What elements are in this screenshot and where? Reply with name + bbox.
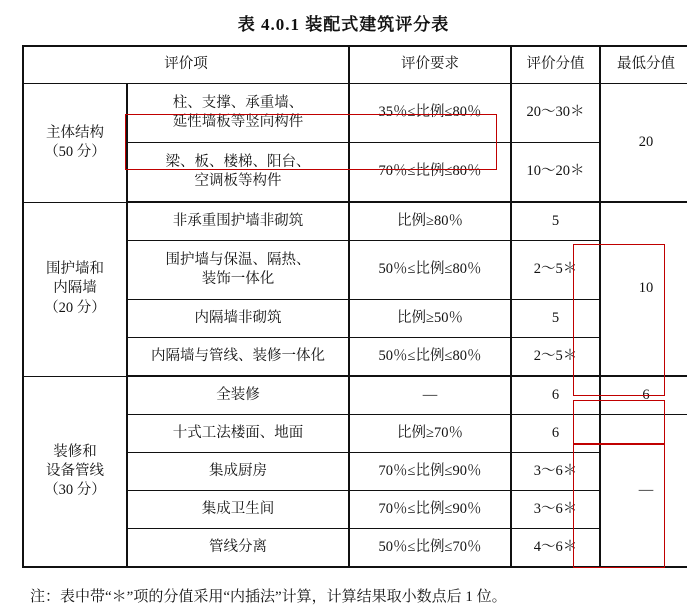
header-cell-item: 评价项 [23,46,349,84]
score-dry-floor: 6 [511,415,600,453]
item-pipe-separation: 管线分离 [127,529,349,568]
item-label-line2: 延性墙板等竖向构件 [172,114,304,130]
item-horizontal-members [127,143,349,203]
item-envelope-integration [127,241,349,300]
min-score-full-decoration: 6 [600,376,687,415]
min-score-decoration-mep-rest: — [600,415,687,568]
header-cell-requirement: 评价要求 [349,46,511,84]
requirement-integrated-bathroom: 70％≤比例≤90％ [349,491,511,529]
category-main-structure [23,84,127,203]
min-score-envelope-partition: 10 [600,202,687,376]
min-score-main-structure: 20 [600,84,687,203]
category-label-line1: 围护墙和 [46,261,104,278]
table-container [22,45,675,568]
item-integrated-bathroom: 集成卫生间 [127,491,349,529]
category-label-line1: 主体结构 [46,124,104,141]
category-label-line3: （20 分） [44,299,106,316]
item-dry-floor: 十式工法楼面、地面 [127,415,349,453]
score-partition-nonmasonry: 5 [511,300,600,338]
score-horizontal-members: 10～20＊ [511,143,600,203]
category-label-line3: （30 分） [44,481,106,498]
item-partition-integration: 内隔墙与管线、装修一体化 [127,338,349,377]
page-title: 表 4.0.1 装配式建筑评分表 [237,15,450,34]
item-label-line2: 空调板等构件 [194,173,282,189]
item-integrated-kitchen: 集成厨房 [127,453,349,491]
item-partition-nonmasonry: 内隔墙非砌筑 [127,300,349,338]
category-label-line2: （50 分） [44,143,106,160]
score-integrated-bathroom: 3～6＊ [511,491,600,529]
category-label-line1: 装修和 [53,443,97,460]
requirement-nonbearing-envelope: 比例≥80％ [349,202,511,241]
score-nonbearing-envelope: 5 [511,202,600,241]
category-decoration-mep [23,376,127,567]
table-row [23,202,687,241]
score-integrated-kitchen: 3～6＊ [511,453,600,491]
category-envelope-partition [23,202,127,376]
item-vertical-members [127,84,349,143]
requirement-integrated-kitchen: 70％≤比例≤90％ [349,453,511,491]
header-cell-min-score: 最低分值 [600,46,687,84]
score-pipe-separation: 4～6＊ [511,529,600,568]
score-vertical-members: 20～30＊ [511,84,600,143]
header-cell-score: 评价分值 [511,46,600,84]
requirement-partition-integration: 50％≤比例≤80％ [349,338,511,377]
score-partition-integration: 2～5＊ [511,338,600,377]
requirement-horizontal-members: 70％≤比例≤80％ [349,143,511,203]
item-nonbearing-envelope: 非承重围护墙非砌筑 [127,202,349,241]
item-label-line2: 装饰一体化 [201,271,275,287]
table-row [23,84,687,143]
category-label-line2: 内隔墙 [53,280,97,297]
requirement-full-decoration: — [349,376,511,415]
scoring-table [22,45,687,568]
requirement-envelope-integration: 50％≤比例≤80％ [349,241,511,300]
score-full-decoration: 6 [511,376,600,415]
requirement-dry-floor: 比例≥70％ [349,415,511,453]
requirement-vertical-members: 35％≤比例≤80％ [349,84,511,143]
category-label-line2: 设备管线 [46,462,104,479]
requirement-pipe-separation: 50％≤比例≤70％ [349,529,511,568]
requirement-partition-nonmasonry: 比例≥50％ [349,300,511,338]
score-envelope-integration: 2～5＊ [511,241,600,300]
table-note: 注：表中带“＊”项的分值采用“内插法”计算，计算结果取小数点后 1 位。 [30,589,507,605]
item-label-line1: 柱、支撑、承重墙、 [172,94,304,111]
item-label-line1: 围护墙与保温、隔热、 [165,251,311,268]
table-header-row [23,46,687,84]
item-full-decoration: 全装修 [127,376,349,415]
table-row [23,376,687,415]
item-label-line1: 梁、板、楼梯、阳台、 [165,153,311,170]
